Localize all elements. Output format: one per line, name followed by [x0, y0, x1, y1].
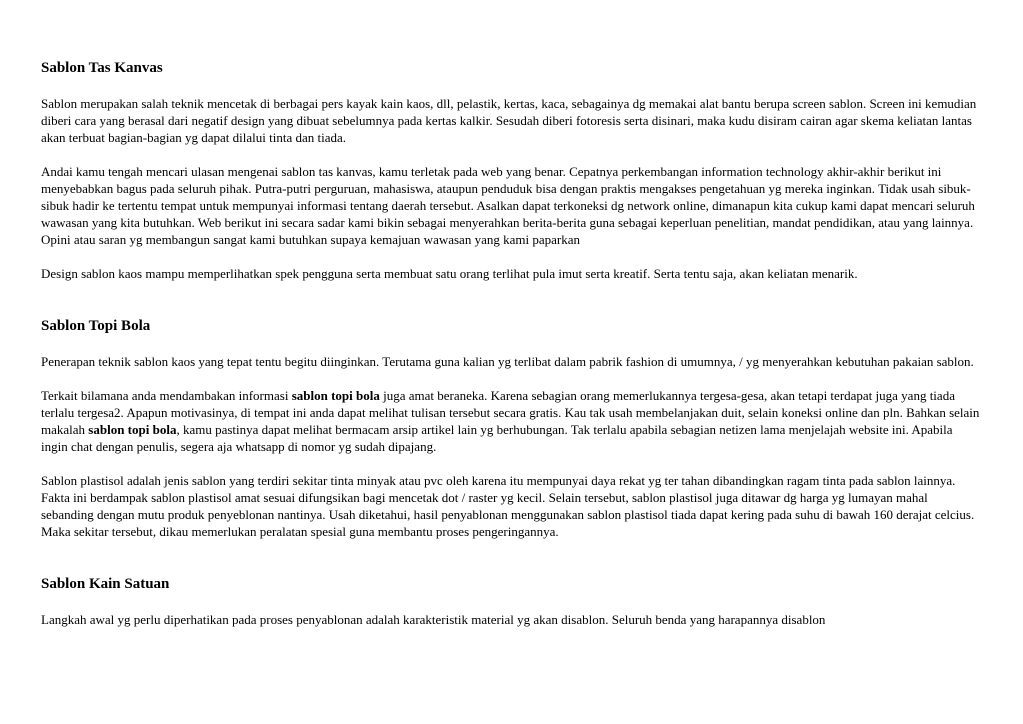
- keyword-bold: sablon topi bola: [88, 422, 177, 437]
- section-heading: Sablon Tas Kanvas: [41, 60, 163, 76]
- paragraph: Langkah awal yg perlu diperhatikan pada proses penyablonan adalah karakteristik material yg akan disablon. Seluruh benda yang harapannya disablon: [41, 612, 826, 627]
- section-heading: Sablon Kain Satuan: [41, 576, 170, 592]
- paragraph: Andai kamu tengah mencari ulasan mengenai sablon tas kanvas, kamu terletak pada web yang benar. Cepatnya perkembangan information technology akhir-akhir berikut ini menyebabkan bagus pada seluruh pihak. Putra-putri perguruan, mahasiswa, ataupun penduduk bisa dengan praktis mengakses pengetahuan yg mereka inginkan. Tidak usah sibuk-sibuk hadir ke tertentu tempat untuk mempunyai informasi tentang daerah tersebut. Asalkan dapat terkoneksi dg network online, dimanapun kita cukup kami dapat mencari seluruh wawasan yang kita butuhkan. Web berikut ini secara sadar kami bikin sebagai menyerahkan berita-berita guna sebagai keperluan penelitian, mandat pendidikan, atau yang lainnya. Opini atau saran yg membangun sangat kami butuhkan supaya kemajuan wawasan yang kami paparkan: [41, 164, 975, 247]
- text-run: Terkait bilamana anda mendambakan informasi: [41, 388, 292, 403]
- paragraph: [41, 387, 981, 455]
- text-run: juga amat beraneka. Karena sebagian orang memerlukannya tergesa-gesa, akan tetapi terdapat juga yang tiada terlalu tergesa2. Apapun motivasinya, di tempat ini anda dapat melihat tulisan tersebut secara gratis. Kau tak usah membelanjakan duit, selain koneksi online dan pln. Bahkan selain makalah: [41, 388, 980, 437]
- paragraph: Sablon merupakan salah teknik mencetak di berbagai pers kayak kain kaos, dll, pelastik, kertas, kaca, sebagainya dg memakai alat bantu berupa screen sablon. Screen ini kemudian diberi cara yang berasal dari negatif design yang dibuat sebelumnya pada kertas kalkir. Sesudah diberi fotoresis serta disinari, maka kudu disiram cairan agar skema keliatan lantas akan terbuat bagian-bagian yg dapat dilalui tinta dan tiada.: [41, 96, 977, 145]
- section-sablon-tas-kanvas: [41, 58, 981, 282]
- paragraph: Sablon plastisol adalah jenis sablon yang terdiri sekitar tinta minyak atau pvc oleh karena itu mempunyai daya rekat yg ter tahan dibandingkan ragam tinta pada sablon lainnya. Fakta ini berdampak sablon plastisol amat sesuai difungsikan bagi mencetak dot / raster yg kecil. Selain tersebut, sablon plastisol juga ditawar dg harga yg lumayan mahal sebanding dengan mutu produk penyeblonan nantinya. Usah diketahui, hasil penyablonan menggunakan sablon plastisol tiada dapat kering pada suhu di bawah 160 derajat celcius. Maka sekitar tersebut, dikau memerlukan peralatan spesial guna membantu proses pengeringannya.: [41, 473, 975, 539]
- paragraph: Design sablon kaos mampu memperlihatkan spek pengguna serta membuat satu orang terlihat pula imut serta kreatif. Serta tentu saja, akan keliatan menarik.: [41, 266, 858, 281]
- section-sablon-topi-bola: [41, 316, 981, 540]
- document-page: [41, 58, 981, 628]
- section-sablon-kain-satuan: [41, 574, 981, 628]
- paragraph: Penerapan teknik sablon kaos yang tepat tentu begitu diinginkan. Terutama guna kalian yg terlibat dalam pabrik fashion di umumnya, / yg menyerahkan kebutuhan pakaian sablon.: [41, 354, 974, 369]
- keyword-bold: sablon topi bola: [291, 388, 380, 403]
- section-heading: Sablon Topi Bola: [41, 318, 151, 334]
- text-run: , kamu pastinya dapat melihat bermacam arsip artikel lain yg berhubungan. Tak terlalu apabila sebagian netizen lama menjelajah website ini. Apabila ingin chat dengan penulis, segera aja whatsapp di nomor yg sudah dipajang.: [41, 422, 953, 454]
